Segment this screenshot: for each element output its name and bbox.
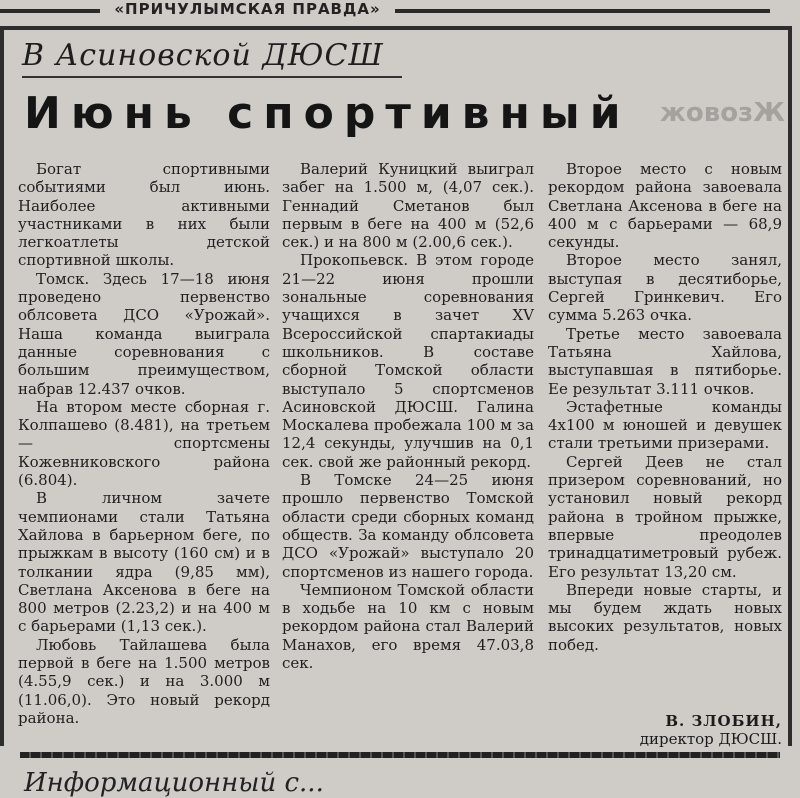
author-role: директор ДЮСШ. <box>639 730 782 748</box>
adjacent-article-fragment: жовозЖ <box>660 98 785 128</box>
paragraph: В Томске 24—25 июня прошло первенство Томской области среди сборных команд обществ. За команду облсовета ДСО «Урожай» выступало 20 спортсменов из нашего города. <box>282 471 534 581</box>
rubric: В Асиновской ДЮСШ <box>22 38 384 73</box>
paragraph: Чемпионом Томской области в ходьбе на 10 км с новым рекордом района стал Валерий Манахов, его время 47.03,8 сек. <box>282 580 534 673</box>
column-2 <box>282 160 534 672</box>
paragraph: Эстафетные команды 4х100 м юношей и девушек стали третьими призерами. <box>548 397 782 453</box>
paragraph: Прокопьевск. В этом городе 21—22 июня прошли зональные соревнования учащихся в зачет XV Всероссийской спартакиады школьников. В составе сборной Томской области выступало 5 спортсменов Асиновской ДЮСШ. Галина Москалева пробежала 100 м за 12,4 секунды, улучшив на 0,1 сек. свой же районный рекорд. <box>282 251 534 471</box>
article-frame-right <box>788 26 792 746</box>
paragraph: Томск. Здесь 17—18 июня проведено первенство облсовета ДСО «Урожай». Наша команда выиграла данные соревнования с большим преимуществом, набрав 12.437 очков. <box>18 269 270 398</box>
column-1 <box>18 160 270 727</box>
paragraph: На втором месте сборная г. Колпашево (8.481), на третьем — спортсмены Кожевниковского района (6.804). <box>18 397 270 490</box>
bottom-divider <box>20 752 780 758</box>
paragraph: Сергей Деев не стал призером соревнований, но установил новый рекорд района в тройном прыжке, впервые преодолев тринадцатиметровый рубеж. Его результат 13,20 см. <box>548 452 782 581</box>
paragraph: Валерий Куницкий выиграл забег на 1.500 м, (4,07 сек.). Геннадий Сметанов был первым в беге на 400 м (52,6 сек.) и на 800 м (2.00,6 сек.). <box>282 160 534 252</box>
paragraph: Второе место с новым рекордом района завоевала Светлана Аксенова в беге на 400 м с барьерами — 68,9 секунды. <box>548 160 782 252</box>
column-3 <box>548 160 782 654</box>
author-name: В. ЗЛОБИН, <box>665 712 782 730</box>
paragraph: В личном зачете чемпионами стали Татьяна Хайлова в барьерном беге, по прыжкам в высоту (160 см) и в толкании ядра (9,85 мм), Светлана Аксенова в беге на 800 метров (2.23,2) и на 400 м с барьерами (1,13 сек.). <box>18 489 270 636</box>
masthead-rule-right <box>395 9 770 13</box>
paragraph: Богат спортивными событиями был июнь. Наиболее активными участниками в них были легкоатлеты детской спортивной школы. <box>18 160 270 270</box>
masthead-rule-left <box>0 9 100 13</box>
article-frame-top <box>0 26 792 30</box>
paragraph: Любовь Тайлашева была первой в беге на 1.500 метров (4.55,9 сек.) и на 3.000 м (11.06,0). Это новый рекорд района. <box>18 635 270 727</box>
paragraph: Второе место занял, выступая в десятиборье, Сергей Гринкевич. Его сумма 5.263 очка. <box>548 251 782 325</box>
next-article-headline: Информационный с... <box>24 768 324 798</box>
rubric-underline <box>22 76 402 78</box>
paragraph: Впереди новые старты, и мы будем ждать новых высоких результатов, новых побед. <box>548 580 782 654</box>
headline: Июнь спортивный <box>24 88 631 139</box>
article-frame-left <box>0 26 4 746</box>
paragraph: Третье место завоевала Татьяна Хайлова, выступавшая в пятиборье. Ее результат 3.111 очков. <box>548 324 782 398</box>
newspaper-name: «ПРИЧУЛЫМСКАЯ ПРАВДА» <box>114 0 381 18</box>
masthead <box>0 0 800 22</box>
